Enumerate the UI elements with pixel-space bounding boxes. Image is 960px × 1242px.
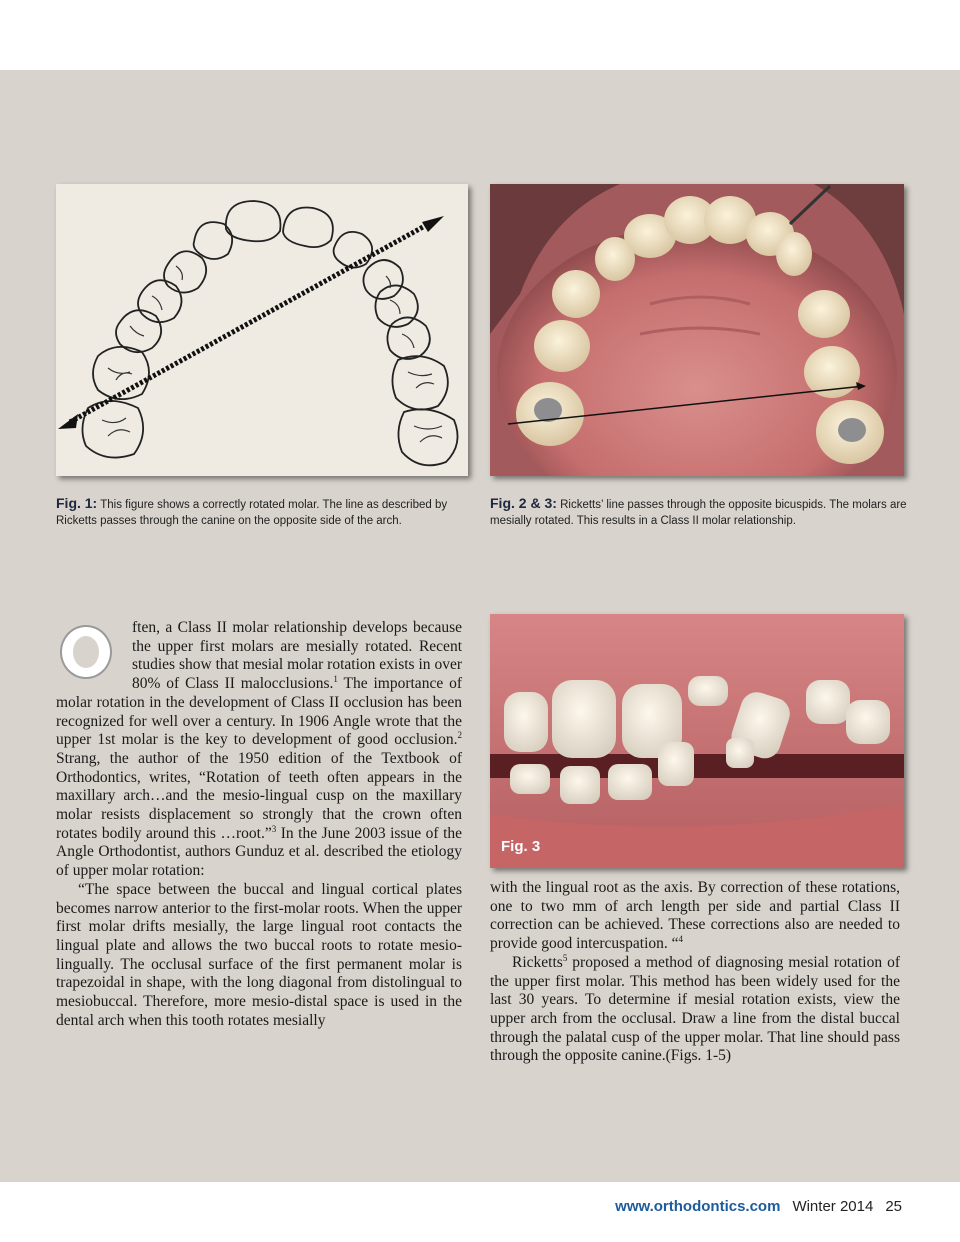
footer-issue: Winter 2014	[792, 1198, 874, 1215]
figure-2-caption	[490, 495, 910, 529]
paragraph-4-part-a: Ricketts	[512, 953, 563, 971]
occlusal-photo	[490, 184, 904, 476]
footer-page-number: 25	[885, 1198, 902, 1215]
figure-3-frontal-photo	[490, 614, 904, 868]
reference-1: 1	[333, 673, 338, 684]
paragraph-4	[490, 954, 900, 1066]
paragraph-2-quote: “The space between the buccal and lingual cortical plates becomes narrow anterior to the first-molar roots. When the upper first molar drifts mesially, the large lingual root contacts the lingual plate and allows the two buccal roots to rotate mesio-lingually. The occlusal surface of the first permanent molar is trapezoidal in shape, with the long diagonal from distolingual to mesiobuccal. Therefore, more mesio-distal space is used in the dental arch when this tooth rotates mesially	[56, 880, 462, 1029]
paragraph-3-text: with the lingual root as the axis. By correction of these rotations, one to two mm of arch length per side and partial Class II correction can be achieved. These corrections also are needed to provide good intercuspation. “	[490, 879, 900, 953]
paragraph-1-part-d: In the June 2003 issue of the Angle Orthodontist, authors Gunduz et al. described the etiology of upper molar rotation:	[56, 824, 462, 880]
paragraph-4-part-b: proposed a method of diagnosing mesial rotation of the upper first molar. This method has been widely used for the last 30 years. To determine if mesial rotation exists, view the upper arch from the occlusal. Draw a line from the distal buccal through the palatal cusp of the upper molar. That line should pass through the opposite canine.(Figs. 1-5)	[490, 953, 900, 1065]
figure-3-label: Fig. 3	[501, 838, 541, 855]
reference-3: 3	[271, 823, 277, 834]
figure-1-arch-diagram	[56, 184, 468, 476]
paragraph-1-part-b: The importance of molar rotation in the development of Class II occlusion has been recognized for well over a century. In 1906 Angle wrote that the upper 1st molar is the key to development of good occlusion.	[56, 675, 463, 749]
page-footer	[615, 1198, 902, 1215]
paragraph-3	[490, 879, 900, 954]
paragraph-1-part-a: ften, a Class II molar relationship develops because the upper first molars are mesially rotated. Recent studies show that mesial molar rotation exists in over 80% of Class II malocclusions.	[132, 619, 462, 693]
figure-2-occlusal-photo	[490, 184, 904, 476]
article-column-left	[56, 619, 462, 1030]
dropcap-o	[56, 619, 124, 681]
reference-4: 4	[678, 933, 684, 944]
figure-2-label: Fig. 2 & 3:	[490, 495, 557, 511]
figure-1-caption-text: This figure shows a correctly rotated molar. The line as described by Ricketts passes through the canine on the opposite side of the arch.	[56, 499, 448, 527]
frontal-photo	[490, 614, 904, 868]
dropcap-letter: O	[85, 671, 87, 672]
reference-5: 5	[562, 952, 568, 963]
figure-2-caption-text: Ricketts’ line passes through the opposite bicuspids. The molars are mesially rotated. This results in a Class II molar relationship.	[490, 499, 907, 527]
footer-url-link[interactable]: www.orthodontics.com	[615, 1198, 781, 1215]
reference-2: 2	[457, 730, 462, 741]
figure-1-caption	[56, 495, 466, 529]
figure-1-label: Fig. 1:	[56, 495, 98, 511]
arch-drawing	[56, 184, 468, 476]
paragraph-1-part-c: Strang, the author of the 1950 edition of the Textbook of Orthodontics, writes, “Rotation of teeth often appears in the maxillary arch…and the mesio-lingual cusp on the maxillary molar resists displacement so strongly that the crown often rotates bodily around this …root.”	[56, 749, 462, 842]
article-column-right	[490, 879, 900, 1066]
